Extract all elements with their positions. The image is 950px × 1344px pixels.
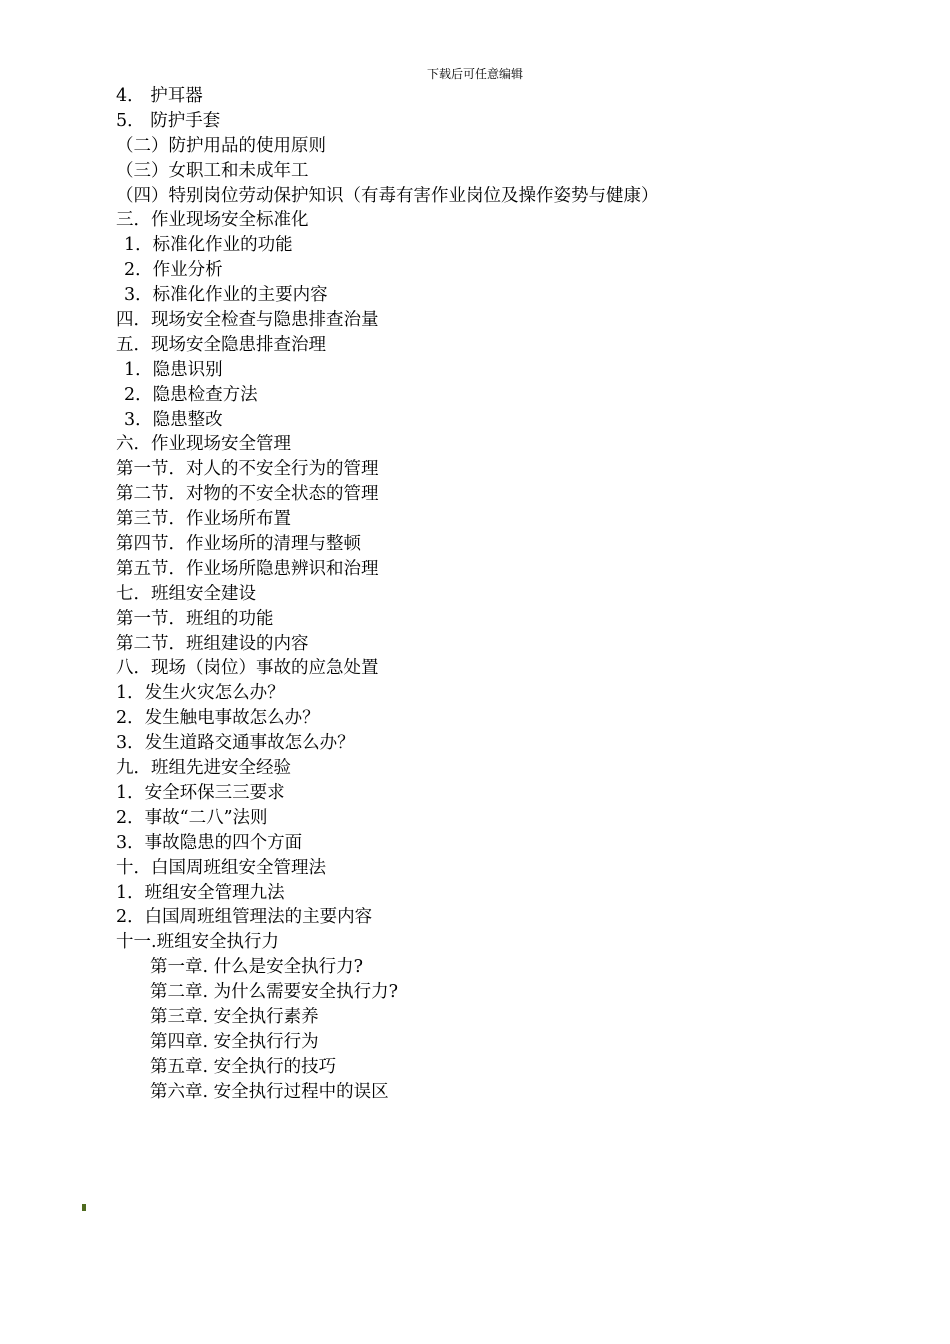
document-body [116, 84, 896, 1105]
document-line: 2．白国周班组管理法的主要内容 [116, 907, 373, 928]
document-line: 七．班组安全建设 [116, 583, 256, 604]
document-line: 第六章. 安全执行过程中的误区 [150, 1081, 389, 1102]
corner-mark [82, 1204, 86, 1211]
document-line: 3．隐患整改 [124, 409, 223, 430]
document-line: 2．作业分析 [124, 260, 223, 281]
document-line: 1．班组安全管理九法 [116, 882, 285, 903]
document-line: 第三章. 安全执行素养 [150, 1006, 319, 1027]
document-line: 第二节．班组建设的内容 [116, 633, 309, 654]
document-line: 2．事故“二八”法则 [116, 807, 268, 828]
document-line: 五．现场安全隐患排查治理 [116, 334, 326, 355]
page-header: 下载后可任意编辑 [426, 67, 523, 81]
document-line: 2．发生触电事故怎么办？ [116, 708, 320, 729]
document-line: （四）特别岗位劳动保护知识（有毒有害作业岗位及操作姿势与健康） [116, 185, 659, 206]
document-line: （二）防护用品的使用原则 [116, 135, 326, 156]
document-line: （三）女职工和未成年工 [116, 160, 309, 181]
document-line: 1．隐患识别 [124, 359, 223, 380]
document-line: 第一节．班组的功能 [116, 608, 274, 629]
document-line: 2．隐患检查方法 [124, 384, 258, 405]
document-line: 第二章. 为什么需要安全执行力? [150, 982, 399, 1003]
document-line: 四．现场安全检查与隐患排查治量 [116, 310, 379, 331]
document-line: 1．标准化作业的功能 [124, 235, 293, 256]
document-line: 九．班组先进安全经验 [116, 758, 291, 779]
document-line: 八．现场（岗位）事故的应急处置 [116, 658, 379, 679]
document-line: 3．发生道路交通事故怎么办？ [116, 733, 355, 754]
document-line: 第三节．作业场所布置 [116, 509, 291, 530]
document-line: 4． 护耳器 [116, 86, 203, 106]
document-line: 第五章. 安全执行的技巧 [150, 1056, 337, 1077]
document-line: 5． 防护手套 [116, 110, 221, 131]
document-line: 1．安全环保三三要求 [116, 782, 285, 803]
document-line: 第四章. 安全执行行为 [150, 1031, 319, 1052]
document-line: 第五节．作业场所隐患辨识和治理 [116, 558, 379, 579]
document-line: 第一节．对人的不安全行为的管理 [116, 459, 379, 480]
document-line: 三．作业现场安全标准化 [116, 210, 309, 231]
document-line: 十．白国周班组安全管理法 [116, 857, 326, 878]
document-line: 十一.班组安全执行力 [116, 932, 280, 953]
document-line: 第二节．对物的不安全状态的管理 [116, 484, 379, 505]
document-line: 3．事故隐患的四个方面 [116, 832, 303, 853]
document-line: 六．作业现场安全管理 [116, 434, 291, 455]
document-line: 3．标准化作业的主要内容 [124, 285, 328, 306]
document-line: 第四节．作业场所的清理与整顿 [116, 534, 361, 555]
document-line: 1．发生火灾怎么办？ [116, 683, 285, 704]
document-line: 第一章. 什么是安全执行力? [150, 957, 364, 978]
